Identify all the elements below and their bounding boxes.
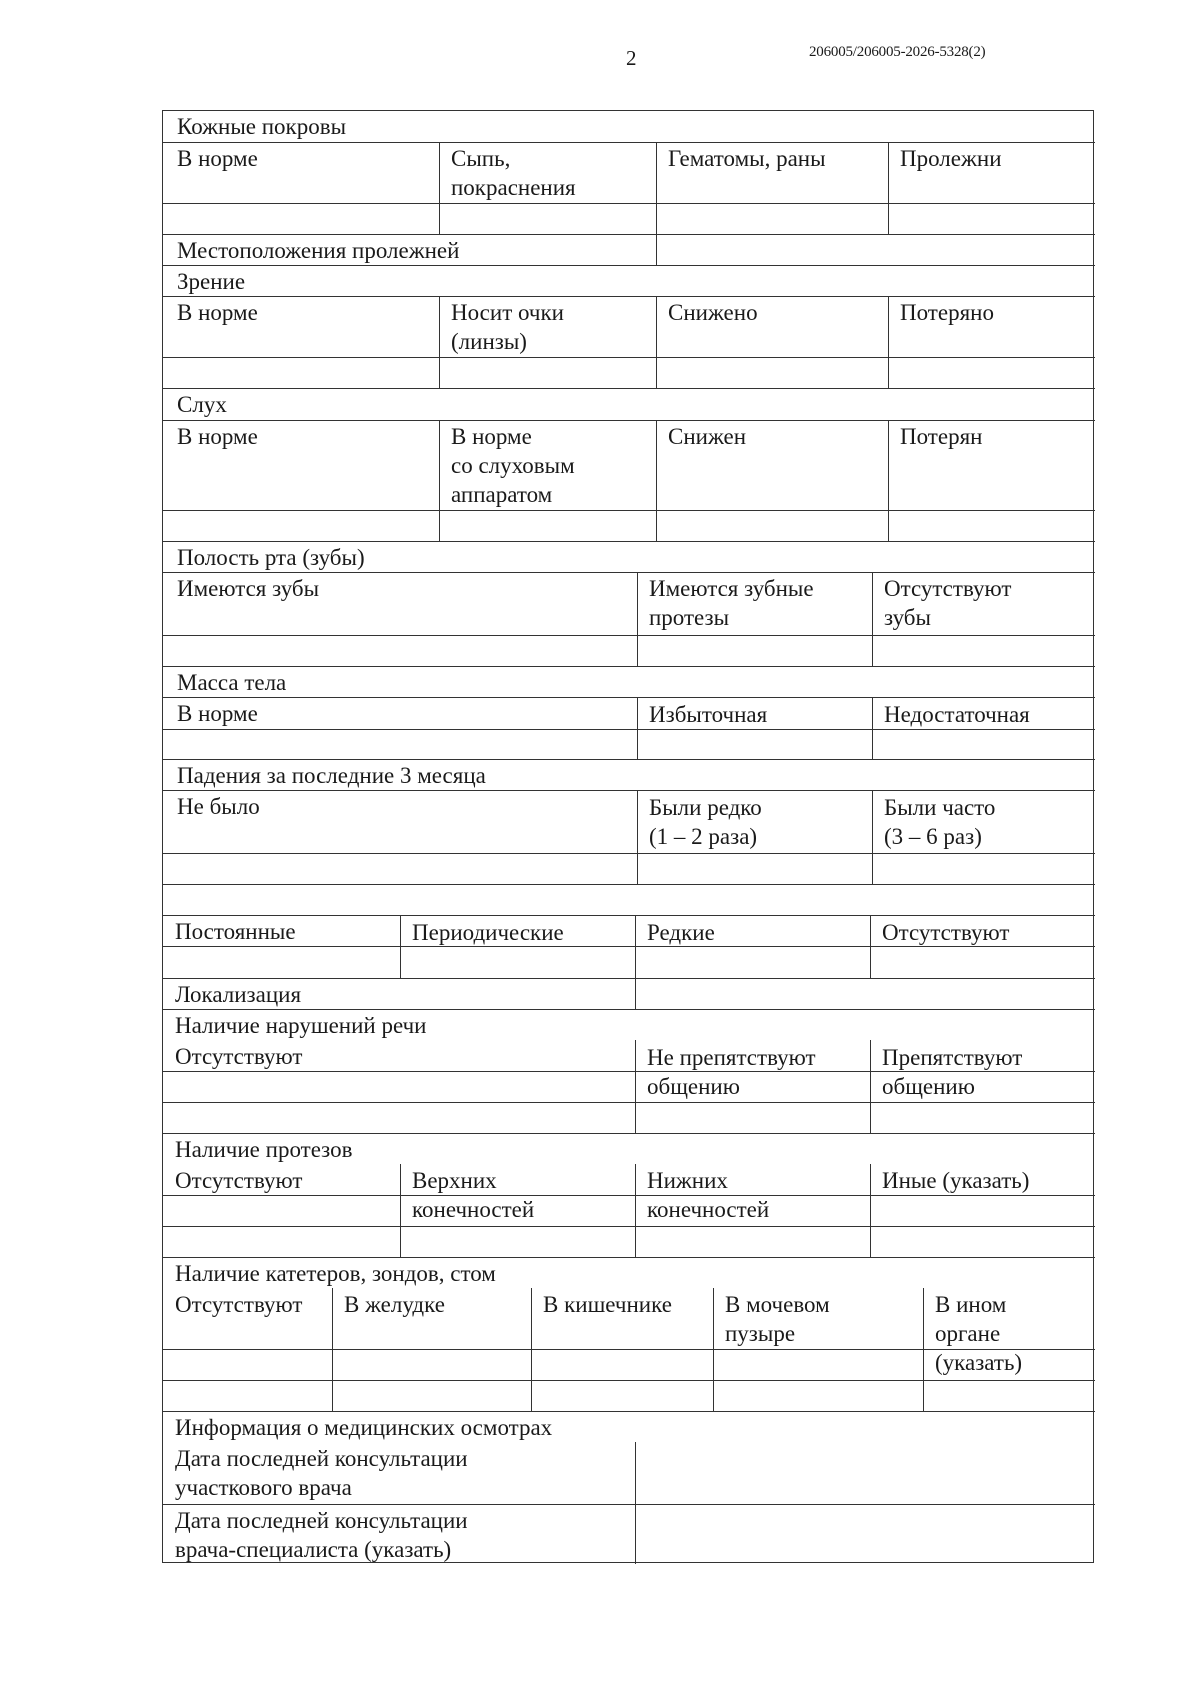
catheters-option-stomach: В желудке [344,1292,445,1317]
weight-option-deficit: Недостаточная [884,702,1030,727]
row-divider [163,1257,1095,1258]
local-doctor-consultation-label: Дата последней консультации участкового врача [175,1446,468,1500]
catheters-option-other-organ: В ином органе (указать) [935,1292,1023,1375]
column-divider [888,142,889,234]
mouth-option-no-teeth: Отсутствуют зубы [884,576,1012,630]
column-divider [400,1164,401,1257]
pain-option-constant: Постоянные [175,919,296,944]
row-divider [163,1380,1095,1381]
row-divider [163,1102,1095,1103]
row-divider [163,1504,1095,1505]
catheters-section-title: Наличие катетеров, зондов, стом [175,1261,496,1286]
column-divider [872,790,873,884]
row-divider [163,1133,1095,1134]
row-divider [163,357,1095,358]
column-divider [637,572,638,666]
row-divider [163,541,1095,542]
hearing-option-aid: В норме со слуховым аппаратом [451,424,575,507]
row-divider [163,853,1095,854]
vision-section-title: Зрение [177,269,246,294]
row-divider [163,978,1095,979]
column-divider [872,697,873,759]
column-divider [888,420,889,541]
pain-option-absent: Отсутствуют [882,920,1010,945]
vision-option-lost: Потеряно [900,300,994,325]
column-divider [635,978,636,1009]
hearing-option-reduced: Снижен [668,424,747,449]
row-divider [163,635,1095,636]
hearing-option-normal: В норме [177,424,258,449]
row-divider [163,1411,1095,1412]
row-divider [163,1226,1095,1227]
prosthesis-option-absent: Отсутствуют [175,1168,303,1193]
vision-option-glasses: Носит очки (линзы) [451,300,564,354]
row-divider [163,1009,1095,1010]
vision-option-normal: В норме [177,300,258,325]
weight-section-title: Масса тела [177,670,287,695]
prosthesis-option-other: Иные (указать) [882,1168,1030,1193]
row-divider [163,203,1095,204]
column-divider [635,1040,636,1133]
bedsore-location-label: Местоположения пролежней [177,238,460,263]
column-divider [637,790,638,884]
column-divider [870,915,871,978]
column-divider [635,915,636,978]
column-divider [656,296,657,388]
column-divider [637,697,638,759]
hearing-section-title: Слух [177,392,227,417]
catheters-option-bladder: В мочевом пузыре [725,1292,830,1346]
row-divider [163,884,1095,885]
column-divider [923,1288,924,1411]
catheters-option-intestine: В кишечнике [543,1292,672,1317]
exams-section-title: Информация о медицинских осмотрах [175,1415,553,1440]
speech-option-hindering: Препятствуют общению [882,1045,1023,1099]
column-divider [888,296,889,388]
hearing-option-lost: Потерян [900,424,983,449]
pain-option-periodic: Периодические [412,920,564,945]
column-divider [400,915,401,978]
prosthesis-option-lower: Нижних конечностей [647,1168,770,1222]
column-divider [872,572,873,666]
catheters-option-absent: Отсутствуют [175,1292,303,1317]
skin-option-normal: В норме [177,146,258,171]
column-divider [635,1442,636,1564]
column-divider [656,420,657,541]
skin-option-wounds: Гематомы, раны [668,146,826,171]
row-divider [163,296,1095,297]
falls-option-none: Не было [177,794,260,819]
vision-option-reduced: Снижено [668,300,758,325]
column-divider [439,420,440,541]
falls-option-frequent: Были часто (3 – 6 раз) [884,795,996,849]
speech-section-title: Наличие нарушений речи [175,1013,427,1038]
row-divider [163,790,1095,791]
falls-section-title: Падения за последние 3 месяца [177,763,486,788]
document-code: 206005/206005-2026-5328(2) [809,44,986,60]
row-divider [163,915,1095,916]
mouth-section-title: Полость рта (зубы) [177,545,365,570]
row-divider [163,142,1095,143]
column-divider [439,142,440,234]
row-divider [163,265,1095,266]
row-divider [163,234,1095,235]
mouth-option-dentures: Имеются зубные протезы [649,576,814,630]
weight-option-normal: В норме [177,701,258,726]
column-divider [531,1288,532,1411]
row-divider [163,1195,1095,1196]
assessment-form [162,110,1094,1563]
skin-option-rash: Сыпь, покраснения [451,146,576,200]
row-divider [163,697,1095,698]
row-divider [163,759,1095,760]
prosthesis-section-title: Наличие протезов [175,1137,353,1162]
skin-option-bedsores: Пролежни [900,146,1002,171]
speech-option-absent: Отсутствуют [175,1044,303,1069]
row-divider [163,420,1095,421]
column-divider [870,1164,871,1257]
column-divider [656,234,657,265]
column-divider [656,142,657,234]
row-divider [163,666,1095,667]
skin-section-title: Кожные покровы [177,114,347,139]
column-divider [439,296,440,388]
row-divider [163,388,1095,389]
specialist-consultation-label: Дата последней консультации врача-специалиста (указать) [175,1508,468,1562]
speech-option-not-hindering: Не препятствуют общению [647,1045,816,1099]
mouth-option-teeth: Имеются зубы [177,576,320,601]
pain-option-rare: Редкие [647,920,715,945]
column-divider [635,1164,636,1257]
row-divider [163,572,1095,573]
column-divider [870,1040,871,1133]
prosthesis-option-upper: Верхних конечностей [412,1168,535,1222]
row-divider [163,510,1095,511]
page-number: 2 [626,46,637,70]
column-divider [713,1288,714,1411]
column-divider [332,1288,333,1411]
localization-label: Локализация [175,982,302,1007]
row-divider [163,729,1095,730]
falls-option-rare: Были редко (1 – 2 раза) [649,795,762,849]
weight-option-excess: Избыточная [649,702,768,727]
